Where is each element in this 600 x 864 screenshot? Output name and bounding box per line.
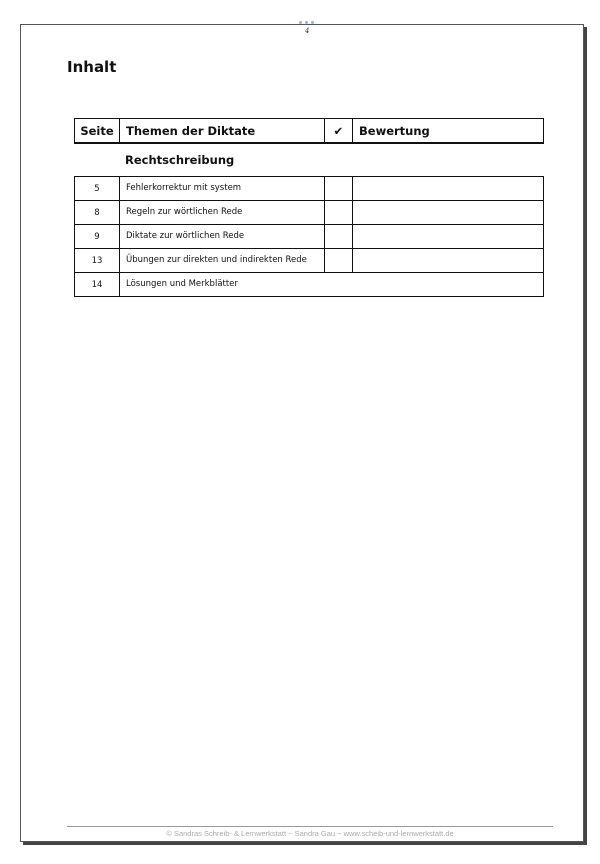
page-number: 4 (305, 27, 310, 35)
cell-check (325, 177, 353, 200)
table-row (75, 249, 543, 273)
footer-divider (67, 826, 553, 827)
cell-thema: Fehlerkorrektur mit system (120, 177, 325, 200)
table-row (75, 177, 543, 201)
cell-bewertung (353, 249, 543, 272)
header-seite: Seite (75, 119, 120, 142)
cell-seite: 5 (75, 177, 120, 200)
cell-bewertung (353, 177, 543, 200)
table-body (74, 176, 544, 297)
table-row (75, 201, 543, 225)
header-check: ✔ (325, 119, 353, 142)
cell-bewertung (353, 201, 543, 224)
contents-table (74, 118, 544, 297)
table-header (74, 118, 544, 144)
cell-seite: 9 (75, 225, 120, 248)
cell-thema: Lösungen und Merkblätter (126, 279, 238, 289)
cell-thema: Regeln zur wörtlichen Rede (120, 201, 325, 224)
header-bewertung: Bewertung (359, 123, 430, 138)
cell-bewertung (353, 225, 543, 248)
table-row (75, 225, 543, 249)
page-title: Inhalt (67, 58, 117, 76)
cell-check (325, 225, 353, 248)
cell-seite: 14 (75, 273, 120, 296)
cell-thema: Diktate zur wörtlichen Rede (120, 225, 325, 248)
table-row (75, 273, 543, 297)
cell-check (325, 201, 353, 224)
cell-seite: 8 (75, 201, 120, 224)
section-heading: Rechtschreibung (125, 153, 235, 167)
cell-thema: Übungen zur direkten und indirekten Rede (120, 249, 325, 272)
footer-text: © Sandras Schreib- & Lernwerkstatt ~ Sandra Gau ~ www.scheib-und-lernwerkstatt.de (166, 829, 454, 838)
cell-check (325, 249, 353, 272)
cell-seite: 13 (75, 249, 120, 272)
header-thema: Themen der Diktate (120, 119, 325, 142)
